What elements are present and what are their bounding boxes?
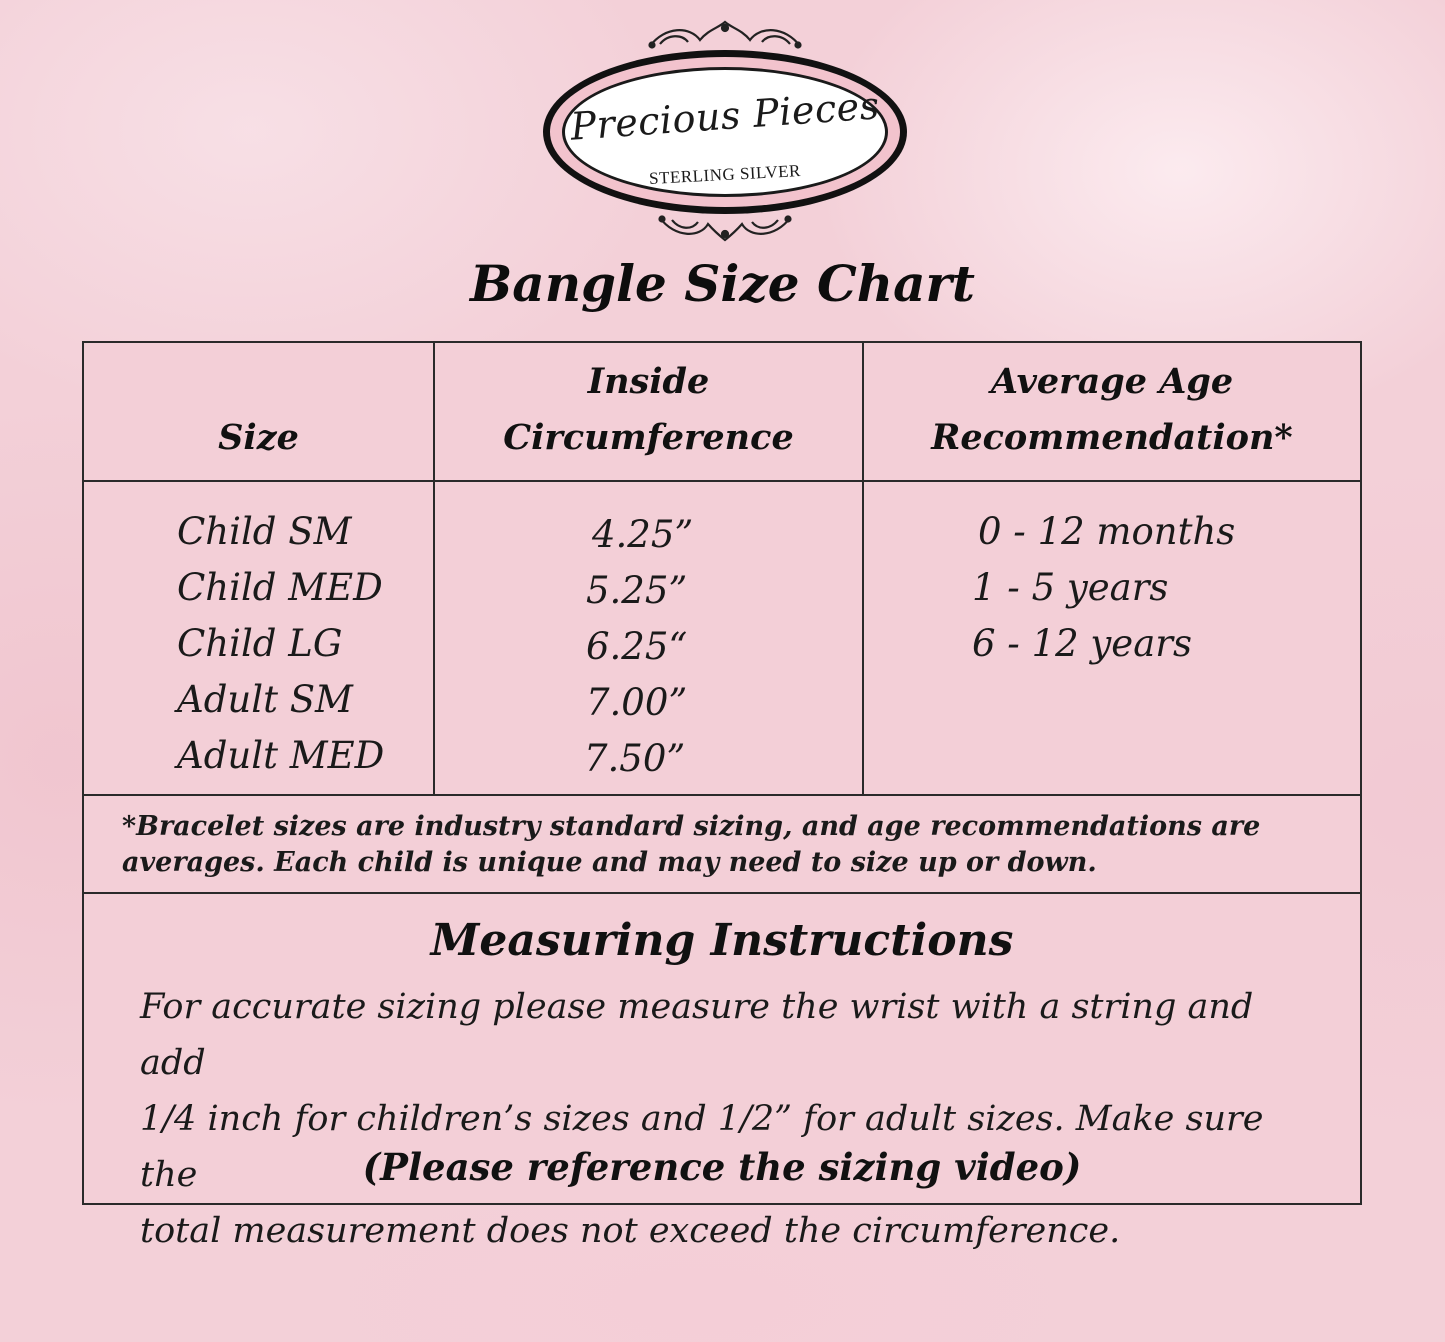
age-cell: 1 - 5 years xyxy=(972,566,1169,609)
circumference-cell: 7.50” xyxy=(584,737,686,780)
header-size xyxy=(84,410,433,466)
header-circumference-line2: Circumference xyxy=(503,417,794,458)
footnote-line: averages. Each child is unique and may need to size up or down. xyxy=(122,847,1097,878)
age-cell: 6 - 12 years xyxy=(972,622,1192,665)
circumference-cell: 5.25” xyxy=(586,569,688,612)
header-circumference-line1: Inside xyxy=(587,361,710,402)
circumference-cell: 6.25“ xyxy=(586,625,688,668)
age-cell: 0 - 12 months xyxy=(978,510,1236,553)
instructions-line: For accurate sizing please measure the wrist with a string and add xyxy=(140,987,1254,1083)
header-age xyxy=(864,354,1360,466)
size-cell: Child SM xyxy=(177,510,352,553)
instructions-title: Measuring Instructions xyxy=(430,915,1014,966)
size-chart-table xyxy=(82,341,1362,1251)
age-column xyxy=(972,504,1235,672)
instructions-line: total measurement does not exceed the circumference. xyxy=(140,1211,1121,1251)
instructions-line: 1/4 inch for children’s sizes and 1/2” for adult sizes. Make sure the xyxy=(140,1099,1264,1195)
header-circumference xyxy=(435,354,862,466)
header-age-line2: Recommendation* xyxy=(931,417,1293,458)
brand-logo xyxy=(540,18,910,243)
size-cell: Child MED xyxy=(177,566,383,609)
size-cell: Adult SM xyxy=(177,678,353,721)
logo-brand-name: Precious Pieces xyxy=(569,83,881,149)
video-reference-note: (Please reference the sizing video) xyxy=(362,1145,1082,1189)
row-divider xyxy=(84,892,1360,894)
footnote-line: *Bracelet sizes are industry standard sizing, and age recommendations are xyxy=(122,811,1261,842)
header-divider xyxy=(84,480,1360,482)
sizing-footnote xyxy=(122,809,1322,881)
page-title: Bangle Size Chart xyxy=(470,254,975,313)
size-cell: Adult MED xyxy=(177,734,385,777)
logo-subtitle: STERLING SILVER xyxy=(648,161,802,188)
instructions-body xyxy=(140,979,1330,1259)
circumference-cell: 4.25” xyxy=(592,513,694,556)
circumference-cell: 7.00” xyxy=(586,681,688,724)
header-size-label: Size xyxy=(218,417,299,458)
row-divider xyxy=(84,794,1360,796)
size-column xyxy=(177,504,384,784)
size-cell: Child LG xyxy=(177,622,343,665)
header-age-line1: Average Age xyxy=(990,361,1234,402)
circumference-column xyxy=(584,507,693,787)
